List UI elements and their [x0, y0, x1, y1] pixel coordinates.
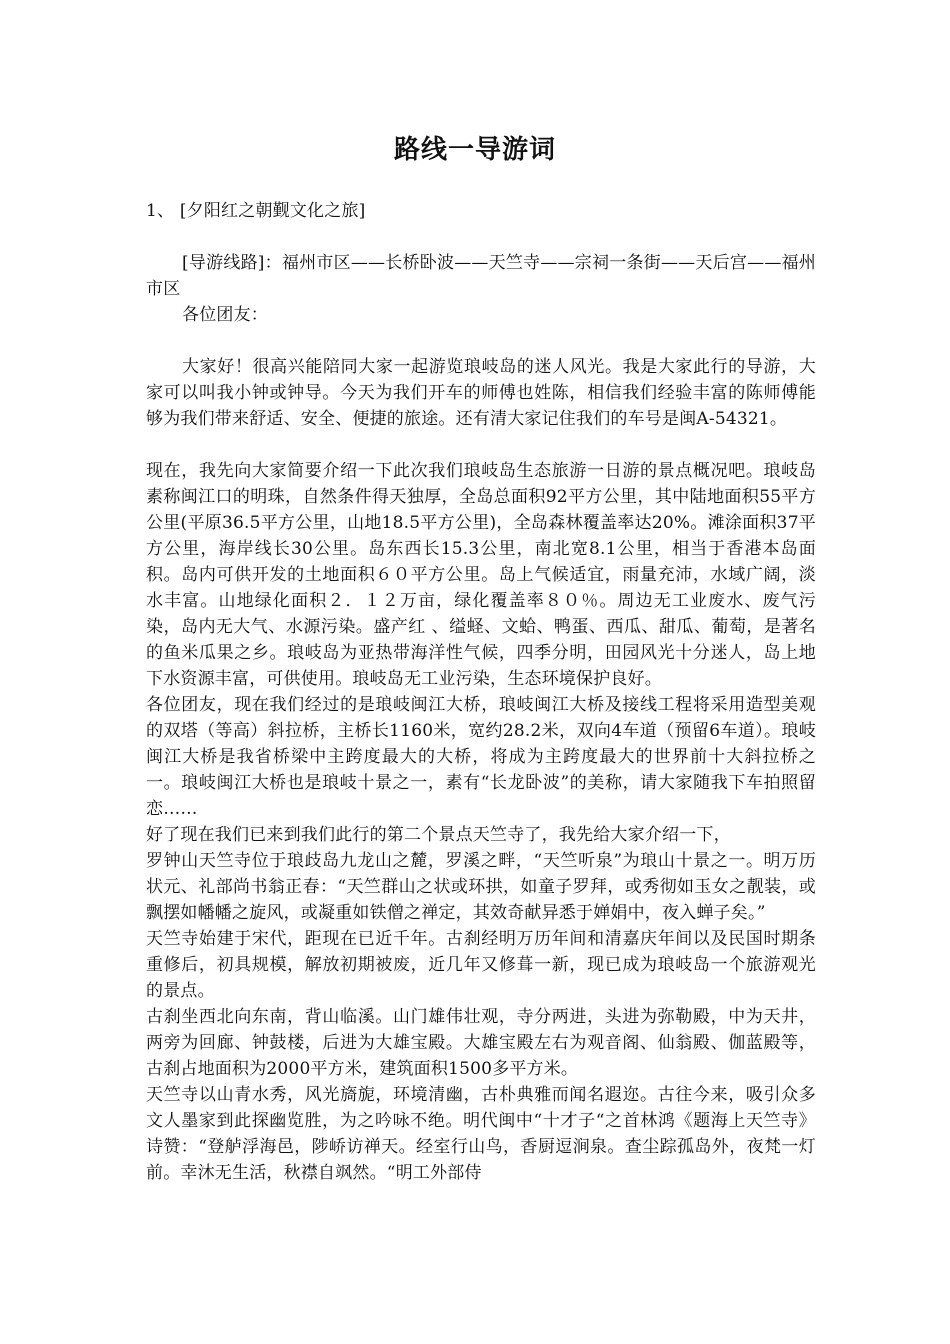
- paragraph-bridge: 各位团友，现在我们经过的是琅岐闽江大桥，琅岐闽江大桥及接线工程将采用造型美观的双塔（等高）斜拉桥，主桥长1160米，宽约28.2米，双向4车道（预留6车道）。琅岐闽江大桥是我省桥梁中主跨度最大的大桥，将成为主跨度最大的世界前十大斜拉桥之一。琅岐闽江大桥也是琅岐十景之一，素有“长龙卧波”的美称，请大家随我下车拍照留恋……: [146, 695, 816, 819]
- route-line: [导游线路]：福州市区——长桥卧波——天竺寺——宗祠一条街——天后宫——福州市区: [146, 253, 816, 299]
- paragraph-temple-poetry: 天竺寺以山青水秀，风光旖旎，环境清幽，古朴典雅而闻名遐迩。古往今来，吸引众多文人墨家到此探幽览胜，为之吟咏不绝。明代闽中“十才子“之首林鸿《题海上天竺寺》诗赞：“登舻浮海邑，陟峤访禅天。经室行山鸟，香厨逗涧泉。查尘踪孤岛外，夜梵一灯前。幸沐无生活，秋襟自飒然。“明工外部侍: [146, 1085, 816, 1183]
- section-heading: 1、 [夕阳红之朝觐文化之旅]: [146, 201, 366, 221]
- paragraph-temple-history: 天竺寺始建于宋代，距现在已近千年。古刹经明万历年间和清嘉庆年间以及民国时期条重修后，初具规模，解放初期被废，近几年又修葺一新，现已成为琅岐岛一个旅游观光的景点。: [146, 929, 816, 1001]
- paragraph-overview: 现在，我先向大家简要介绍一下此次我们琅岐岛生态旅游一日游的景点概况吧。琅岐岛素称闽江口的明珠，自然条件得天独厚，全岛总面积92平方公里，其中陆地面积55平方公里(平原36.5平方公里，山地18.5平方公里)，全岛森林覆盖率达20%。滩涂面积37平方公里，海岸线长30公里。岛东西长15.3公里，南北宽8.1公里，相当于香港本岛面积。岛内可供开发的土地面积６０平方公里。岛上气候适宜，雨量充沛，水域广阔，淡水丰富。山地绿化面积２．１２万亩，绿化覆盖率８０％。周边无工业废水、废气污染，岛内无大气、水源污染。盛产红 、缢蛏、文蛤、鸭蛋、西瓜、甜瓜、葡萄，是著名的鱼米瓜果之乡。琅岐岛为亚热带海洋性气候，四季分明，田园风光十分迷人，岛上地下水资源丰富，可供使用。琅岐岛无工业污染，生态环境保护良好。: [146, 461, 816, 689]
- document-body: [146, 198, 816, 1186]
- paragraph-temple-layout: 古刹坐西北向东南，背山临溪。山门雄伟壮观，寺分两进，头进为弥勒殿，中为天井，两旁为回廊、钟鼓楼，后进为大雄宝殿。大雄宝殿左右为观音阁、仙翁殿、伽蓝殿等，古刹占地面积为2000平方米，建筑面积1500多平方米。: [146, 1007, 816, 1079]
- paragraph-temple-location: 罗钟山天竺寺位于琅歧岛九龙山之麓，罗溪之畔，“天竺听泉”为琅山十景之一。明万历状元、礼部尚书翁正春：“天竺群山之状或环拱，如童子罗拜，或秀彻如玉女之靓装，或飘摆如幡幡之旋风，或凝重如铁僧之禅定，其效奇献异悉于婵娟中，夜入蝉子矣。”: [146, 851, 816, 923]
- greeting: 各位团友：: [182, 305, 268, 325]
- document-title: 路线一导游词: [393, 135, 556, 165]
- paragraph-arrival: 好了现在我们已来到我们此行的第二个景点天竺寺了，我先给大家介绍一下，: [146, 825, 731, 845]
- welcome-paragraph: 大家好！很高兴能陪同大家一起游览琅岐岛的迷人风光。我是大家此行的导游，大家可以叫我小钟或钟导。今天为我们开车的师傅也姓陈，相信我们经验丰富的陈师傅能够为我们带来舒适、安全、便捷的旅途。还有清大家记住我们的车号是闽A-54321。: [146, 357, 816, 429]
